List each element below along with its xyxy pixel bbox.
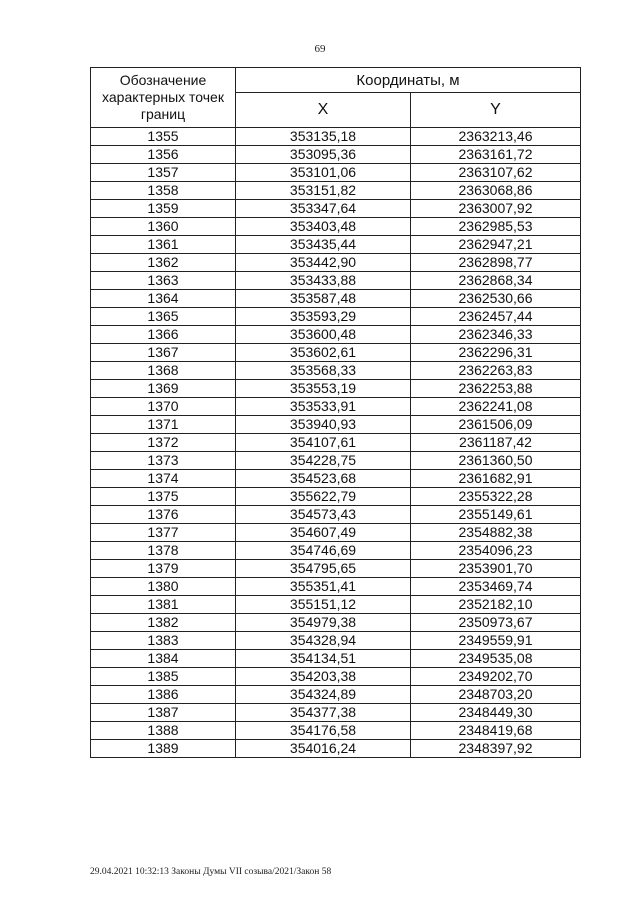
point-number-cell: 1378: [91, 542, 236, 560]
table-row: [91, 200, 581, 218]
x-coordinate-cell: 353095,36: [236, 146, 411, 164]
y-coordinate-cell: 2362898,77: [411, 254, 581, 272]
y-coordinate-cell: 2353901,70: [411, 560, 581, 578]
point-number-cell: 1357: [91, 164, 236, 182]
point-number-cell: 1381: [91, 596, 236, 614]
y-coordinate-cell: 2354096,23: [411, 542, 581, 560]
point-number-cell: 1368: [91, 362, 236, 380]
y-coordinate-cell: 2362868,34: [411, 272, 581, 290]
x-coordinate-cell: 353433,88: [236, 272, 411, 290]
x-coordinate-cell: 354203,38: [236, 668, 411, 686]
table-row: [91, 722, 581, 740]
x-coordinate-cell: 353151,82: [236, 182, 411, 200]
point-number-cell: 1371: [91, 416, 236, 434]
x-coordinate-cell: 354176,58: [236, 722, 411, 740]
point-number-cell: 1373: [91, 452, 236, 470]
y-coordinate-cell: 2348449,30: [411, 704, 581, 722]
table-row: [91, 218, 581, 236]
table-row: [91, 128, 581, 146]
header-y: Y: [411, 93, 581, 128]
point-number-cell: 1364: [91, 290, 236, 308]
table-row: [91, 272, 581, 290]
point-number-cell: 1383: [91, 632, 236, 650]
table-row: [91, 506, 581, 524]
table-row: [91, 578, 581, 596]
y-coordinate-cell: 2362346,33: [411, 326, 581, 344]
y-coordinate-cell: 2350973,67: [411, 614, 581, 632]
table-row: [91, 686, 581, 704]
page-number: 69: [314, 43, 326, 55]
point-number-cell: 1376: [91, 506, 236, 524]
table-row: [91, 542, 581, 560]
table-row: [91, 560, 581, 578]
table-row: [91, 524, 581, 542]
y-coordinate-cell: 2355149,61: [411, 506, 581, 524]
x-coordinate-cell: 353403,48: [236, 218, 411, 236]
x-coordinate-cell: 354328,94: [236, 632, 411, 650]
x-coordinate-cell: 354324,89: [236, 686, 411, 704]
x-coordinate-cell: 354523,68: [236, 470, 411, 488]
table-row: [91, 650, 581, 668]
y-coordinate-cell: 2348703,20: [411, 686, 581, 704]
table-row: [91, 470, 581, 488]
table-row: [91, 236, 581, 254]
table-row: [91, 632, 581, 650]
point-number-cell: 1386: [91, 686, 236, 704]
x-coordinate-cell: 353101,06: [236, 164, 411, 182]
y-coordinate-cell: 2362457,44: [411, 308, 581, 326]
y-coordinate-cell: 2349559,91: [411, 632, 581, 650]
y-coordinate-cell: 2354882,38: [411, 524, 581, 542]
y-coordinate-cell: 2348419,68: [411, 722, 581, 740]
point-number-cell: 1382: [91, 614, 236, 632]
table-row: [91, 416, 581, 434]
y-coordinate-cell: 2362241,08: [411, 398, 581, 416]
x-coordinate-cell: 353602,61: [236, 344, 411, 362]
point-number-cell: 1375: [91, 488, 236, 506]
y-coordinate-cell: 2348397,92: [411, 740, 581, 758]
table-row: [91, 290, 581, 308]
point-number-cell: 1359: [91, 200, 236, 218]
x-coordinate-cell: 355151,12: [236, 596, 411, 614]
x-coordinate-cell: 354107,61: [236, 434, 411, 452]
table-row: [91, 182, 581, 200]
point-number-cell: 1372: [91, 434, 236, 452]
x-coordinate-cell: 353533,91: [236, 398, 411, 416]
y-coordinate-cell: 2361506,09: [411, 416, 581, 434]
x-coordinate-cell: 353568,33: [236, 362, 411, 380]
x-coordinate-cell: 354377,38: [236, 704, 411, 722]
point-number-cell: 1363: [91, 272, 236, 290]
point-number-cell: 1356: [91, 146, 236, 164]
y-coordinate-cell: 2362263,83: [411, 362, 581, 380]
point-number-cell: 1370: [91, 398, 236, 416]
x-coordinate-cell: 353135,18: [236, 128, 411, 146]
x-coordinate-cell: 354016,24: [236, 740, 411, 758]
table-row: [91, 704, 581, 722]
x-coordinate-cell: 354134,51: [236, 650, 411, 668]
y-coordinate-cell: 2361360,50: [411, 452, 581, 470]
y-coordinate-cell: 2363161,72: [411, 146, 581, 164]
point-number-cell: 1360: [91, 218, 236, 236]
coordinates-table: [90, 67, 581, 758]
x-coordinate-cell: 354795,65: [236, 560, 411, 578]
table-row: [91, 380, 581, 398]
y-coordinate-cell: 2362253,88: [411, 380, 581, 398]
x-coordinate-cell: 353587,48: [236, 290, 411, 308]
x-coordinate-cell: 354573,43: [236, 506, 411, 524]
table-row: [91, 164, 581, 182]
point-number-cell: 1362: [91, 254, 236, 272]
table-row: [91, 596, 581, 614]
x-coordinate-cell: 353347,64: [236, 200, 411, 218]
table-row: [91, 308, 581, 326]
y-coordinate-cell: 2363213,46: [411, 128, 581, 146]
point-number-cell: 1387: [91, 704, 236, 722]
table-row: [91, 344, 581, 362]
table-body: [91, 128, 581, 758]
x-coordinate-cell: 353435,44: [236, 236, 411, 254]
x-coordinate-cell: 354746,69: [236, 542, 411, 560]
point-number-cell: 1380: [91, 578, 236, 596]
point-number-cell: 1388: [91, 722, 236, 740]
x-coordinate-cell: 353593,29: [236, 308, 411, 326]
table-row: [91, 740, 581, 758]
table-row: [91, 434, 581, 452]
y-coordinate-cell: 2355322,28: [411, 488, 581, 506]
point-number-cell: 1374: [91, 470, 236, 488]
x-coordinate-cell: 353442,90: [236, 254, 411, 272]
y-coordinate-cell: 2363107,62: [411, 164, 581, 182]
y-coordinate-cell: 2362530,66: [411, 290, 581, 308]
point-number-cell: 1384: [91, 650, 236, 668]
table-row: [91, 452, 581, 470]
point-number-cell: 1377: [91, 524, 236, 542]
header-coordinates: Координаты, м: [236, 68, 581, 93]
point-number-cell: 1358: [91, 182, 236, 200]
point-number-cell: 1366: [91, 326, 236, 344]
header-x: X: [236, 93, 411, 128]
point-number-cell: 1379: [91, 560, 236, 578]
point-number-cell: 1367: [91, 344, 236, 362]
y-coordinate-cell: 2352182,10: [411, 596, 581, 614]
x-coordinate-cell: 353940,93: [236, 416, 411, 434]
y-coordinate-cell: 2353469,74: [411, 578, 581, 596]
header-designation: Обозначение характерных точек границ: [91, 68, 236, 128]
x-coordinate-cell: 353600,48: [236, 326, 411, 344]
y-coordinate-cell: 2361187,42: [411, 434, 581, 452]
x-coordinate-cell: 354228,75: [236, 452, 411, 470]
table-row: [91, 326, 581, 344]
y-coordinate-cell: 2362985,53: [411, 218, 581, 236]
point-number-cell: 1385: [91, 668, 236, 686]
point-number-cell: 1355: [91, 128, 236, 146]
x-coordinate-cell: 353553,19: [236, 380, 411, 398]
y-coordinate-cell: 2349202,70: [411, 668, 581, 686]
y-coordinate-cell: 2363068,86: [411, 182, 581, 200]
y-coordinate-cell: 2361682,91: [411, 470, 581, 488]
table-row: [91, 146, 581, 164]
x-coordinate-cell: 355351,41: [236, 578, 411, 596]
point-number-cell: 1389: [91, 740, 236, 758]
x-coordinate-cell: 354979,38: [236, 614, 411, 632]
table-row: [91, 614, 581, 632]
y-coordinate-cell: 2349535,08: [411, 650, 581, 668]
point-number-cell: 1365: [91, 308, 236, 326]
table-row: [91, 488, 581, 506]
y-coordinate-cell: 2362296,31: [411, 344, 581, 362]
y-coordinate-cell: 2363007,92: [411, 200, 581, 218]
table-row: [91, 362, 581, 380]
table-row: [91, 398, 581, 416]
table-row: [91, 254, 581, 272]
x-coordinate-cell: 354607,49: [236, 524, 411, 542]
point-number-cell: 1369: [91, 380, 236, 398]
y-coordinate-cell: 2362947,21: [411, 236, 581, 254]
point-number-cell: 1361: [91, 236, 236, 254]
x-coordinate-cell: 355622,79: [236, 488, 411, 506]
table-row: [91, 668, 581, 686]
footer-stamp: 29.04.2021 10:32:13 Законы Думы VII созыва/2021/Закон 58: [90, 867, 332, 877]
